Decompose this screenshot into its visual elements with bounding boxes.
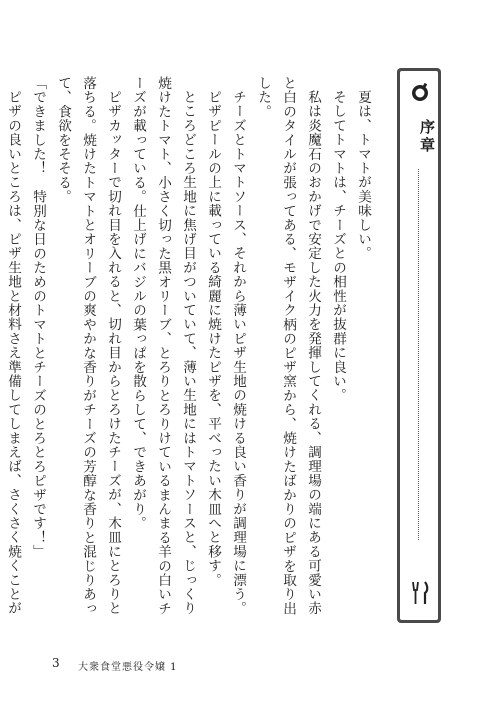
paragraph: ところどころ生地に焦げ目がついていて、薄い生地にはトマトソースと、じっくり焼けたトマト、小さく切った黒オリーブ、とろりとろりけているまんまる羊の白いチーズが載っている。仕上げにバジルの葉っぱを散らして、できあがり。 [130,76,196,616]
paragraph: ピザピールの上に載っている綺麗に焼けたピザを、平べったい木皿へと移す。 [205,89,221,587]
book-title: 大衆食堂悪役令嬢 1 [78,662,178,673]
chapter-banner [397,68,441,623]
paragraph: 私は炎魔石のおかげで安定した火力を発揮してくれる、調理場の端にある可愛い赤と白のタイルが張ってある、モザイク柄のピザ窯から、焼けたばかりのピザを取り出した。 [255,76,321,616]
paragraph: チーズとトマトソース、それから薄いピザ生地の焼ける良い香りが調理場に漂う。 [230,89,246,615]
paragraph: ピザの良いところは、ピザ生地と材料さえ準備してしまえば、さくさく焼くことが [5,89,21,615]
paragraph: そしてトマトは、チーズとの相性が抜群に良い。 [330,89,346,402]
pot-icon [409,81,431,103]
paragraph: 夏は、トマトが美味しい。 [355,89,371,260]
body-text [5,76,375,616]
chapter-banner-inner [400,71,438,620]
paragraph: ピザカッターで切れ目を入れると、切れ目からとろけたチーズが、木皿にとろりと落ちる。焼けたトマトとオリーブの爽やかな香りがチーズの芳醇な香りと混じりあって、食欲をそそる。 [55,76,121,616]
page-number: 3 [52,656,60,670]
chapter-divider [418,169,419,540]
dialogue-line: 「できました！ 特別な日のためのトマトとチーズのとろとろピザです！」 [30,76,46,559]
fork-knife-icon [409,580,431,606]
chapter-title: 序章 [418,119,436,155]
